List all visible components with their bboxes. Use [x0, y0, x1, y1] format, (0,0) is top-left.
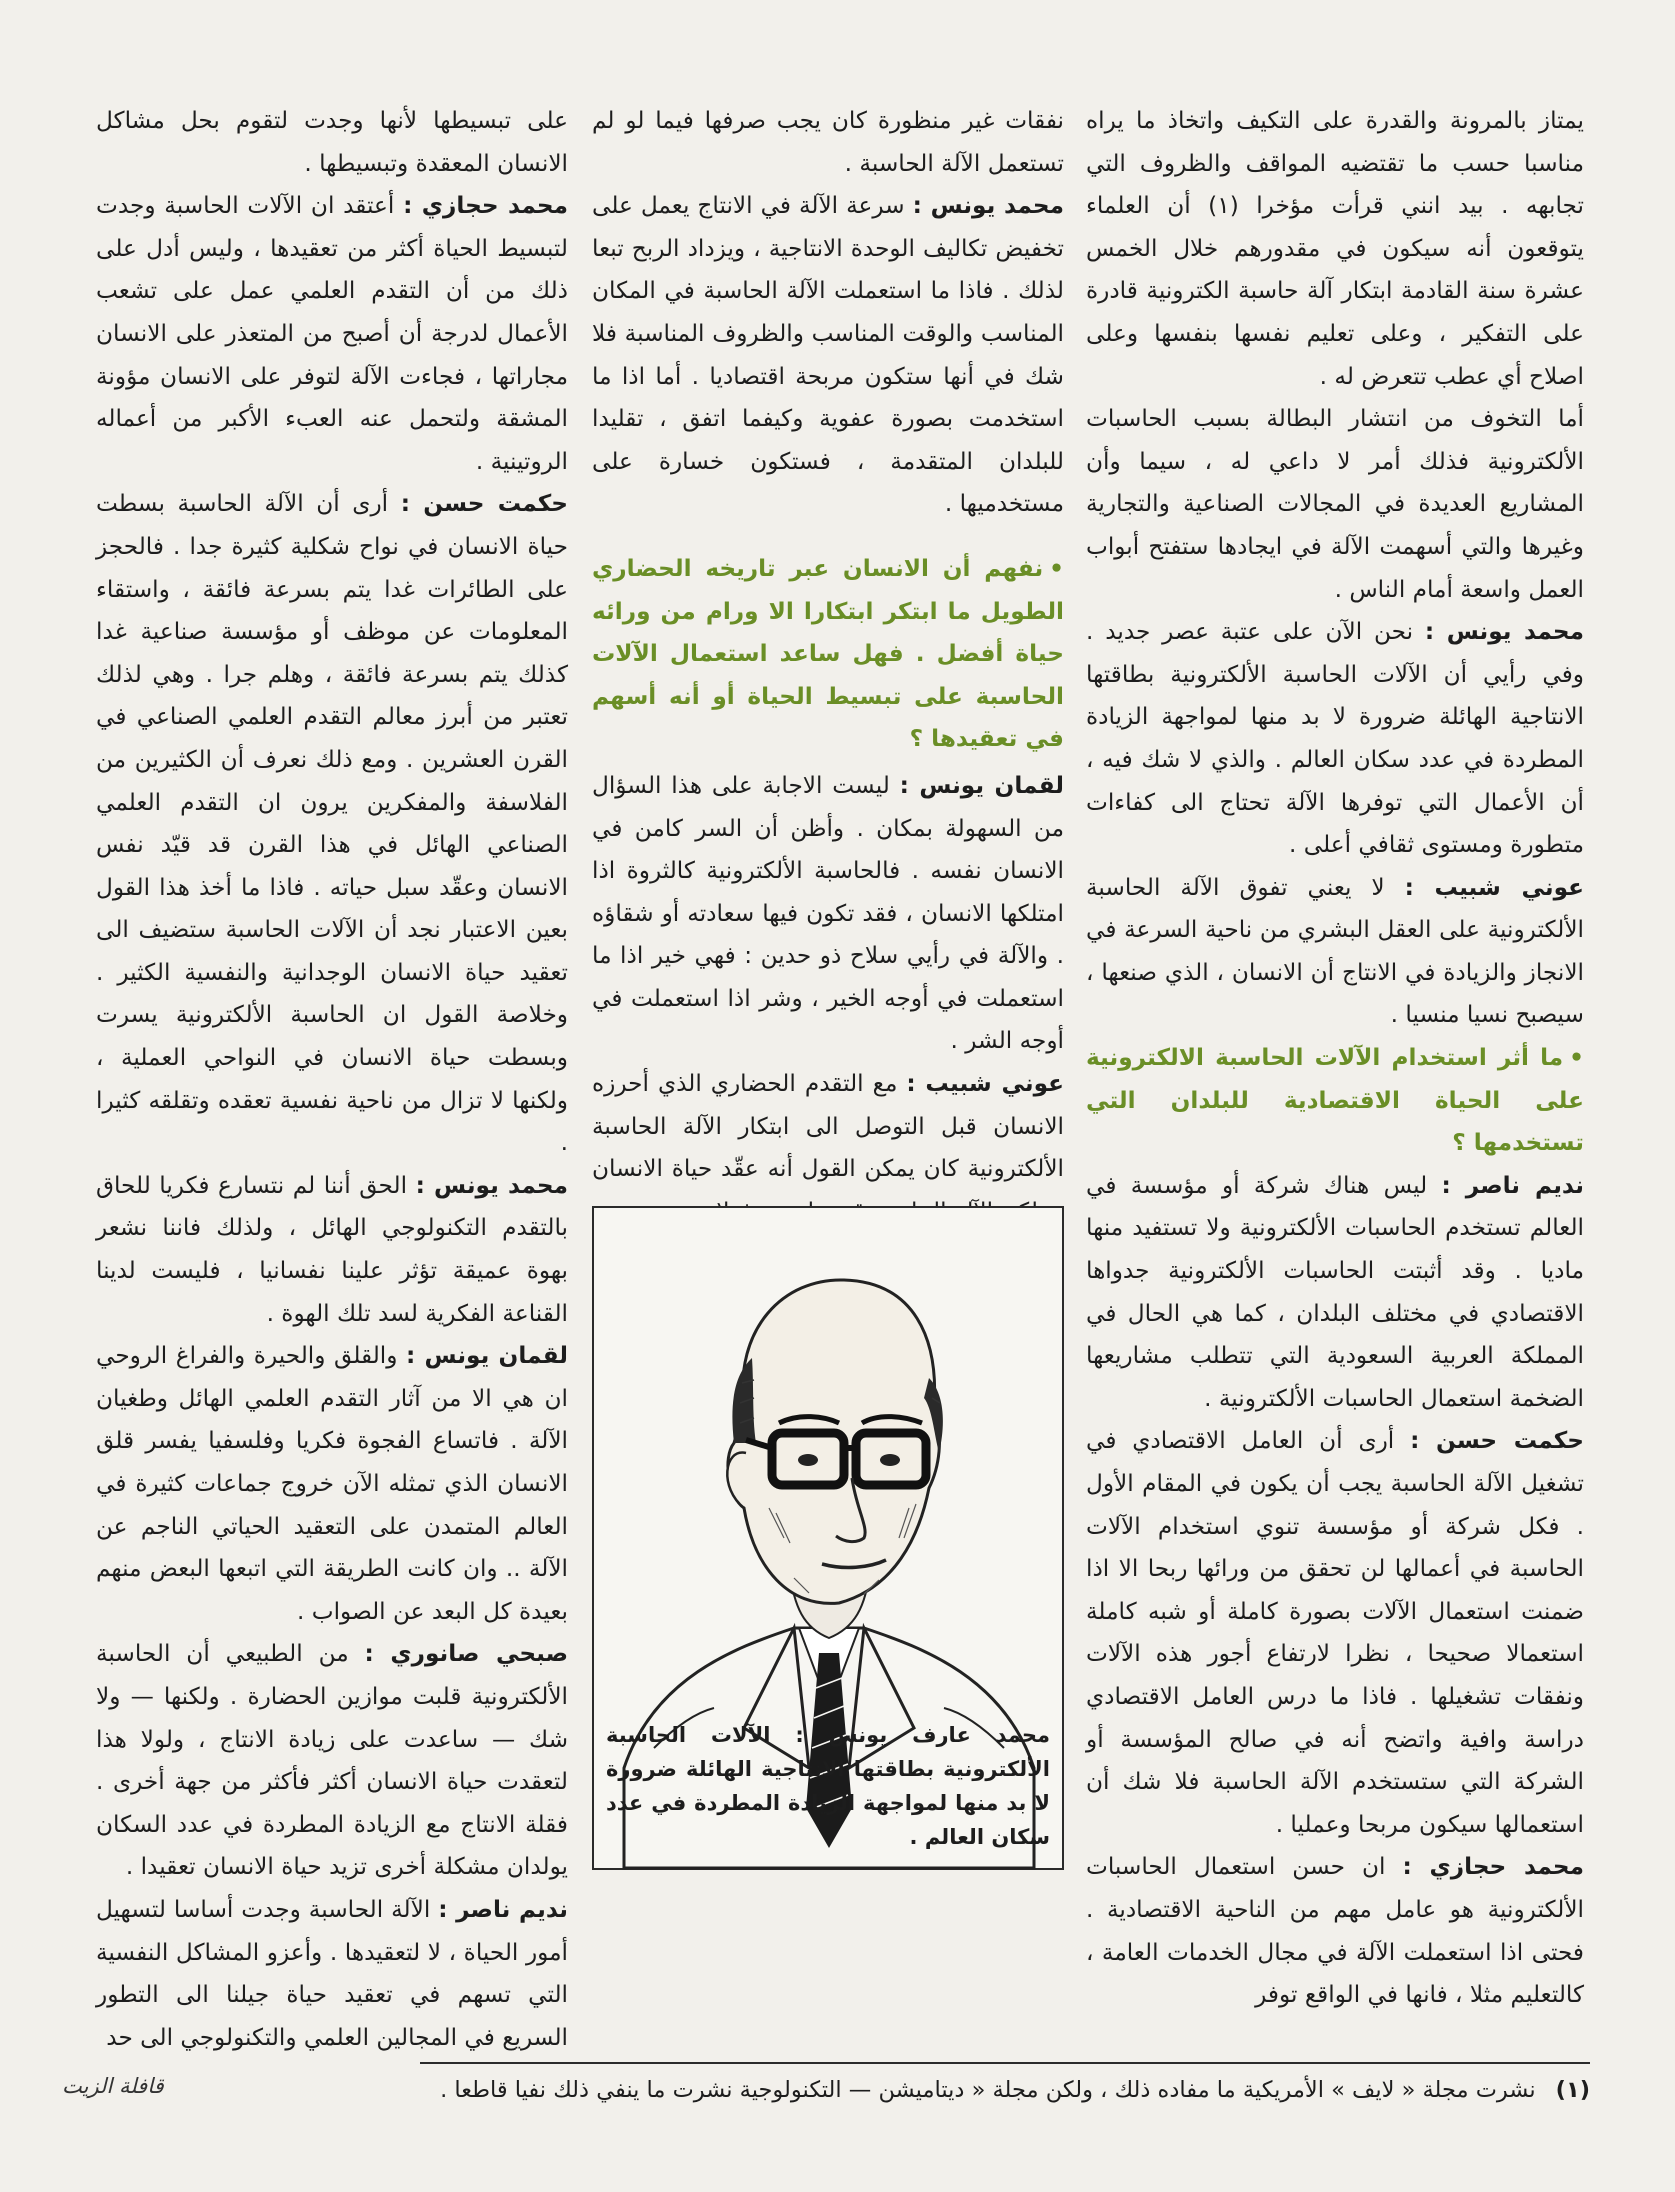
question-text: نفهم أن الانسان عبر تاريخه الحضاري الطويل ما ابتكر ابتكارا الا ورام من ورائه حياة أفضل . فهل ساعد استعمال الآلات الحاسبة على تبسيط الحياة أو أنه أسهم في تعقيدها ؟ — [592, 554, 1064, 753]
speech-text: أعتقد ان الآلات الحاسبة وجدت لتبسيط الحياة أكثر من تعقيدها ، وليس أدل على ذلك من أن التقدم العلمي عمل على تشعب الأعمال لدرجة أن أصبح من المتعذر على الانسان مجاراتها ، فجاءت الآلة لتوفر على الانسان مؤونة المشقة ولتحمل عنه العبء الأكبر من أعماله الروتينية . — [96, 192, 568, 475]
footnote — [420, 2074, 1590, 2106]
column-left — [96, 100, 569, 2051]
speaker-name: محمد يونس : — [415, 1171, 569, 1199]
footnote-divider — [420, 2062, 1590, 2064]
speech-text: الحق أننا لم نتسارع فكريا للحاق بالتقدم التكنولوجي الهائل ، ولذلك فاننا نشعر بهوة عميقة تؤثر علينا نفسانيا ، فليست لدينا القناعة الفكرية لسد تلك الهوة . — [96, 1171, 568, 1327]
paragraph: يمتاز بالمرونة والقدرة على التكيف واتخاذ ما يراه مناسبا حسب ما تقتضيه المواقف والظروف التي تجابهه . بيد انني قرأت مؤخرا (١) أن العلماء يتوقعون أنه سيكون في مقدورهم خلال الخمس عشرة سنة القادمة ابتكار آلة حاسبة الكترونية قادرة على التفكير ، وعلى تعليم نفسها بنفسها وعلى اصلاح أي عطب تتعرض له . — [1086, 107, 1584, 390]
speech-text: أرى أن الآلة الحاسبة بسطت حياة الانسان في نواح شكلية كثيرة جدا . فالحجز على الطائرات غدا يتم بسرعة فائقة ، واستقاء المعلومات عن موظف أو مؤسسة صناعية غدا كذلك يتم بسرعة فائقة ، وهلم جرا . وهي لذلك تعتبر من أبرز معالم التقدم العلمي الصناعي في القرن العشرين . ومع ذلك نعرف أن الكثيرين من الفلاسفة والمفكرين يرون ان التقدم العلمي الصناعي الهائل في هذا القرن قد قيّد نفس الانسان وعقّد سبل حياته . فاذا ما أخذ هذا القول بعين الاعتبار نجد أن الآلات الحاسبة ستضيف الى تعقيد حياة الانسان الوجدانية والنفسية الكثير . وخلاصة القول ان الحاسبة الألكترونية يسرت وبسطت حياة الانسان في النواحي العملية ، ولكنها لا تزال من ناحية نفسية تعقده وتقلقه كثيرا . — [96, 490, 568, 1157]
paragraph — [1086, 611, 1584, 867]
paragraph — [96, 483, 568, 1165]
paragraph — [96, 1889, 568, 2059]
speaker-name: محمد حجازي : — [1402, 1853, 1584, 1881]
speaker-name: نديم ناصر : — [438, 1895, 568, 1923]
paragraph — [592, 185, 1064, 526]
speech-text: لا يعني تفوق الآلة الحاسبة الألكترونية على العقل البشري من ناحية السرعة في الانجاز والزيادة في الانتاج أن الانسان ، الذي صنعها ، سيصبح نسيا منسيا . — [1086, 873, 1584, 1029]
paragraph: نفقات غير منظورة كان يجب صرفها فيما لو لم تستعمل الآلة الحاسبة . — [592, 107, 1064, 177]
paragraph — [96, 1633, 568, 1889]
speech-text: مع التقدم الحضاري الذي أحرزه الانسان قبل التوصل الى ابتكار الآلة الحاسبة الألكترونية كان يمكن القول أنه عقّد حياة الانسان — [592, 1070, 1064, 1183]
speaker-name: عوني شبيب : — [906, 1070, 1064, 1098]
portrait-caption: محمد عارف يونس : الآلات الحاسبة الألكترونية بطاقتها الانتاجية الهائلة ضرورة لا بد منها لمواجهة الزيادة المطردة في عدد سكان العالم . — [606, 1723, 1050, 1849]
speech-text: نحن الآن على عتبة عصر جديد . وفي رأيي أن الآلات الحاسبة الألكترونية بطاقتها الانتاجية الهائلة ضرورة لا بد منها لمواجهة الزيادة المطردة في عدد سكان العالم . والذي لا شك فيه ، أن الأعمال التي توفرها الآلة تحتاج الى كفاءات متطورة ومستوى ثقافي أعلى . — [1086, 618, 1584, 859]
paragraph — [1086, 867, 1584, 1037]
speaker-name: محمد يونس : — [1424, 618, 1584, 646]
paragraph — [96, 1165, 568, 1335]
speaker-name: نديم ناصر : — [1441, 1171, 1585, 1199]
paragraph: على تبسيطها لأنها وجدت لتقوم بحل مشاكل الانسان المعقدة وتبسيطها . — [96, 107, 568, 177]
footnote-mark: (١) — [1555, 2077, 1590, 2103]
question-block — [592, 548, 1064, 761]
bullet-icon: • — [1049, 554, 1064, 582]
portrait-box — [592, 1206, 1064, 1870]
speech-text: ليست الاجابة على هذا السؤال من السهولة بمكان . وأظن أن السر كامن في الانسان نفسه . فالحاسبة الألكترونية كالثروة اذا امتلكها الانسان ، فقد تكون فيها سعادته أو شقاؤه . والآلة في رأيي سلاح ذو حدين : فهي خير اذا ما استعملت في أوجه الخير ، وشر اذا استعملت في أوجه الشر . — [592, 771, 1064, 1055]
paragraph — [96, 185, 568, 483]
speaker-name: لقمان يونس : — [406, 1342, 568, 1370]
speaker-name: لقمان يونس : — [899, 771, 1064, 799]
speaker-name: حكمت حسن : — [1410, 1427, 1584, 1455]
paragraph — [592, 765, 1064, 1063]
speech-text: ليس هناك شركة أو مؤسسة في العالم تستخدم الحاسبات الألكترونية ولا تستفيد منها ماديا . وقد أثبتت الحاسبات الألكترونية جدواها الاقتصادي في مختلف البلدان ، كما هي الحال في المملكة العربية السعودية التي تتطلب مشاريعها الضخمة استعمال الحاسبات الألكترونية . — [1086, 1171, 1584, 1412]
bullet-icon: • — [1569, 1044, 1584, 1072]
footnote-text: نشرت مجلة « لايف » الأمريكية ما مفاده ذلك ، ولكن مجلة « ديتاميشن — التكنولوجية نشرت ما ينفي ذلك نفيا قاطعا . — [440, 2077, 1536, 2103]
paragraph — [1086, 1846, 1584, 2016]
column-right — [1086, 100, 1585, 2009]
speech-text: ان حسن استعمال الحاسبات الألكترونية هو عامل مهم من الناحية الاقتصادية . فحتى اذا استعملت الآلة في مجال الخدمات العامة ، كالتعليم مثلا ، فانها في الواقع توفر — [1086, 1853, 1584, 2009]
speech-text: من الطبيعي أن الحاسبة الألكترونية قلبت موازين الحضارة . ولكنها — ولا شك — ساعدت على زيادة الانتاج ، ولولا هذا لتعقدت حياة الانسان أكثر فأكثر من جهة أخرى . فقلة الانتاج مع الزيادة المطردة في عدد السكان يولدان مشكلة أخرى تزيد حياة الانسان تعقيدا . — [96, 1640, 568, 1881]
question-block — [1086, 1037, 1584, 1165]
paragraph — [1086, 1165, 1584, 1421]
speaker-name: محمد حجازي : — [403, 192, 568, 220]
magazine-name: قافلة الزيت — [62, 2074, 164, 2098]
question-text: ما أثر استخدام الآلات الحاسبة الالكترونية على الحياة الاقتصادية للبلدان التي تستخدمها ؟ — [1086, 1044, 1584, 1157]
paragraph — [1086, 1420, 1584, 1846]
paragraph: أما التخوف من انتشار البطالة بسبب الحاسبات الألكترونية فذلك أمر لا داعي له ، سيما وأن المشاريع العديدة في المجالات الصناعية والتجارية وغيرها والتي أسهمت الآلة في ايجادها ستفتح أبواب العمل واسعة أمام الناس . — [1086, 405, 1584, 603]
speaker-name: صبحي صانوري : — [364, 1640, 568, 1668]
speech-text: والقلق والحيرة والفراغ الروحي ان هي الا من آثار التقدم العلمي الهائل وطغيان الآلة . فاتساع الفجوة فكريا وفلسفيا يفسر قلق الانسان الذي تمثله الآن خروج جماعات كثيرة في العالم المتمدن على التعقيد الحياتي الناجم عن الآلة .. وان كانت الطريقة التي اتبعها البعض منهم بعيدة كل البعد عن الصواب . — [96, 1342, 568, 1625]
speaker-name: عوني شبيب : — [1404, 873, 1584, 901]
speech-text: الآلة الحاسبة وجدت أساسا لتسهيل أمور الحياة ، لا لتعقيدها . وأعزو المشاكل النفسية التي تسهم في تعقيد حياة جيلنا الى التطور السريع في المجالين العلمي والتكنولوجي الى حد — [96, 1895, 568, 2051]
column-middle — [592, 100, 1064, 1200]
speech-text: سرعة الآلة في الانتاج يعمل على تخفيض تكاليف الوحدة الانتاجية ، ويزداد الربح تبعا لذلك . فاذا ما استعملت الآلة الحاسبة في المكان المناسب والوقت المناسب والظروف المناسبة فلا شك في أنها ستكون مربحة اقتصاديا . أما اذا ما استخدمت بصورة عفوية وكيفما اتفق ، تقليدا للبلدان المتقدمة ، فستكون خسارة على مستخدميها . — [592, 192, 1064, 518]
speaker-name: محمد يونس : — [912, 192, 1065, 220]
speech-text: أرى أن العامل الاقتصادي في تشغيل الآلة الحاسبة يجب أن يكون في المقام الأول . فكل شركة أو مؤسسة تنوي استخدام الآلات الحاسبة في أعمالها لن تحقق من ورائها ربحا الا اذا ضمنت استعمال الآلات بصورة كاملة أو شبه كاملة استعمالا صحيحا ، نظرا لارتفاع أجور هذه الآلات ونفقات تشغيلها . فاذا ما درس العامل الاقتصادي دراسة وافية واتضح أنه في صالح المؤسسة أو الشركة التي ستستخدم الآلة الحاسبة فلا شك أن استعمالها سيكون مربحا وعمليا . — [1086, 1427, 1584, 1838]
paragraph — [96, 1335, 568, 1633]
speaker-name: حكمت حسن : — [400, 490, 568, 518]
